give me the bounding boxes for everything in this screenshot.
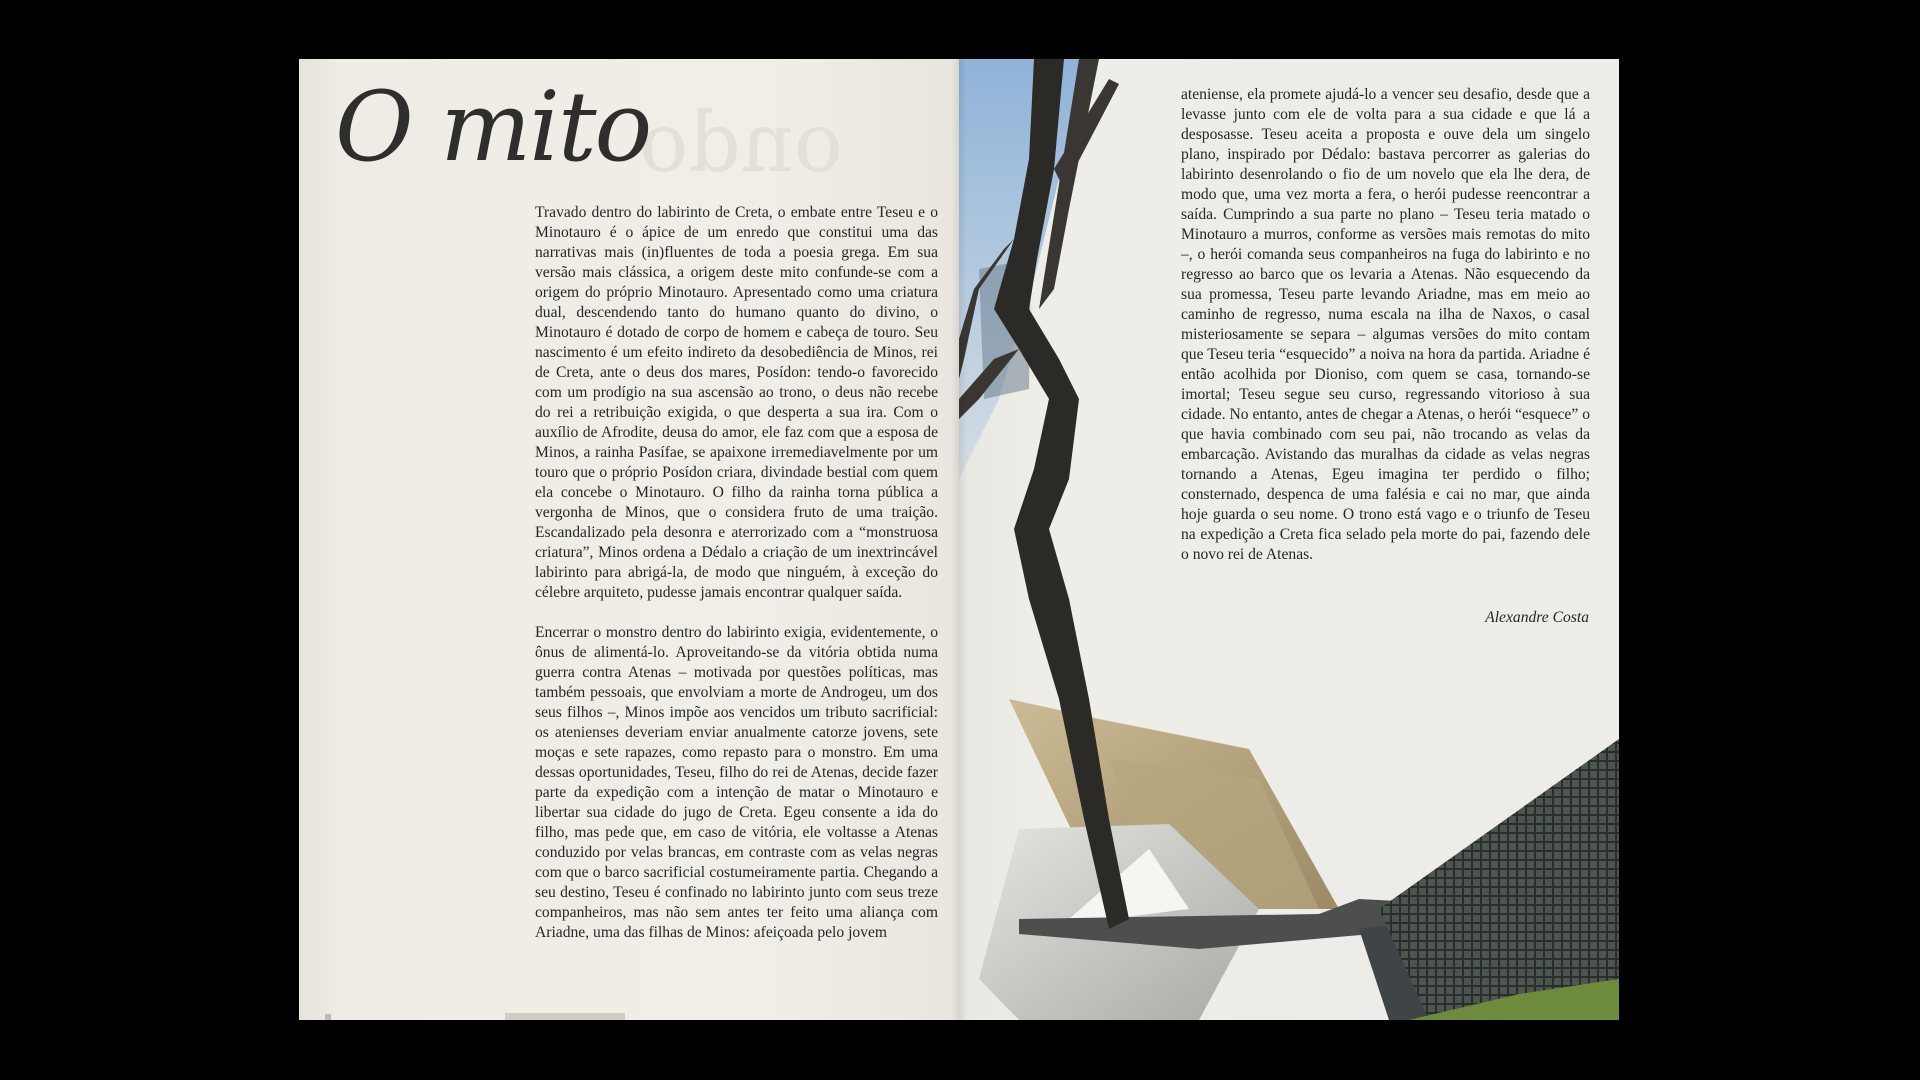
left-page: [299, 59, 959, 1020]
paragraph-2: Encerrar o monstro dentro do labirinto exigia, evidentemente, o ônus de alimentá-lo. Aproveitando-se da vitória obtida numa guerra contra Atenas – motivada por questões políticas, mas também pessoais, que envolviam a morte de Androgeu, um dos seus filhos –, Minos impõe aos vencidos um tributo sacrificial: os atenienses deveriam enviar anualmente catorze jovens, sete moças e sete rapazes, como repasto para o monstro. Em uma dessas oportunidades, Teseu, filho do rei de Atenas, decide fazer parte da expedição com a intenção de matar o Minotauro e libertar sua cidade do jugo de Creta. Egeu consente a ida do filho, mas pede que, em caso de vitória, ele voltasse a Atenas conduzido por velas brancas, em contraste com as velas negras com que o barco sacrificial costumeiramente partia. Chegando a seu destino, Teseu é confinado no labirinto junto com seus treze companheiros, mas não sem antes ter feito uma aliança com Ariadne, uma das filhas de Minos: afeiçoada pelo jovem: [535, 624, 938, 941]
page-title: O mito: [335, 71, 651, 183]
footer-marks: [325, 1010, 645, 1020]
magazine-spread: [299, 59, 1619, 1020]
article-body-right: [1181, 85, 1590, 565]
article-body-left: [535, 203, 938, 943]
paragraph-3: ateniense, ela promete ajudá-lo a vencer seu desafio, desde que a levasse junto com ele de volta para a sua cidade e que lá a desposasse. Teseu aceita a proposta e ouve dela um singelo plano, inspirado por Dédalo: bastava percorrer as galerias do labirinto desenrolando o fio de um novelo que ela lhe dera, de modo que, uma vez morta a fera, o herói pudesse reencontrar a saída. Cumprindo a sua parte no plano – Teseu teria matado o Minotauro a murros, conforme as versões mais remotas do mito –, o herói comanda seus companheiros na fuga do labirinto e no regresso ao barco que os levaria a Atenas. Não esquecendo da sua promessa, Teseu parte levando Ariadne, mas em meio ao caminho de regresso, numa escala na ilha de Naxos, o casal misteriosamente se separa – algumas versões do mito contam que Teseu teria “esquecido” a noiva na hora da partida. Ariadne é então acolhida por Dioniso, com quem se casa, tornando-se imortal; Teseu segue seu curso, regressando vitorioso à sua cidade. No entanto, antes de chegar a Atenas, o herói “esquece” o que havia combinado com seu pai, não trocando as velas da embarcação. Avistando das muralhas da cidade as velas negras tornando a Atenas, Egeu imagina ter perdido o filho; consternado, despenca de uma falésia e cai no mar, que ainda hoje guarda o seu nome. O trono está vago e o triunfo de Teseu na expedição a Creta fica selado pela morte do pai, fazendo dele o novo rei de Atenas.: [1181, 86, 1590, 563]
paragraph-1: Travado dentro do labirinto de Creta, o embate entre Teseu e o Minotauro é o ápice de um enredo que constitui uma das narrativas mais (in)fluentes de toda a poesia grega. Em sua versão mais clássica, a origem deste mito confunde-se com a origem do próprio Minotauro. Apresentado como uma criatura dual, descendendo tanto do humano quanto do divino, o Minotauro é dotado de corpo de homem e cabeça de touro. Seu nascimento é um efeito indireto da desobediência de Minos, rei de Creta, ante o deus dos mares, Posídon: tendo-o favorecido com um prodígio na sua ascensão ao trono, o deus não recebe do rei a retribuição exigida, o que desperta a sua ira. Com o auxílio de Afrodite, deusa do amor, ele faz com que a esposa de Minos, a rainha Pasífae, se apaixone irremediavelmente por um touro que o próprio Posídon criara, divindade bestial com quem ela concebe o Minotauro. O filho da rainha torna pública a vergonha de Minos, que o considera fruto de uma traição. Escandalizado pela desonra e aterrorizado com a “monstruosa criatura”, Minos ordena a Dédalo a criação de um inextrincável labirinto para abrigá-la, de modo que ninguém, à exceção do célebre arquiteto, pudesse jamais encontrar qualquer saída.: [535, 204, 938, 601]
center-gutter: [951, 59, 967, 1020]
author-signature: Alexandre Costa: [1485, 609, 1589, 626]
show-through-ghost-text: ondo: [639, 96, 844, 191]
